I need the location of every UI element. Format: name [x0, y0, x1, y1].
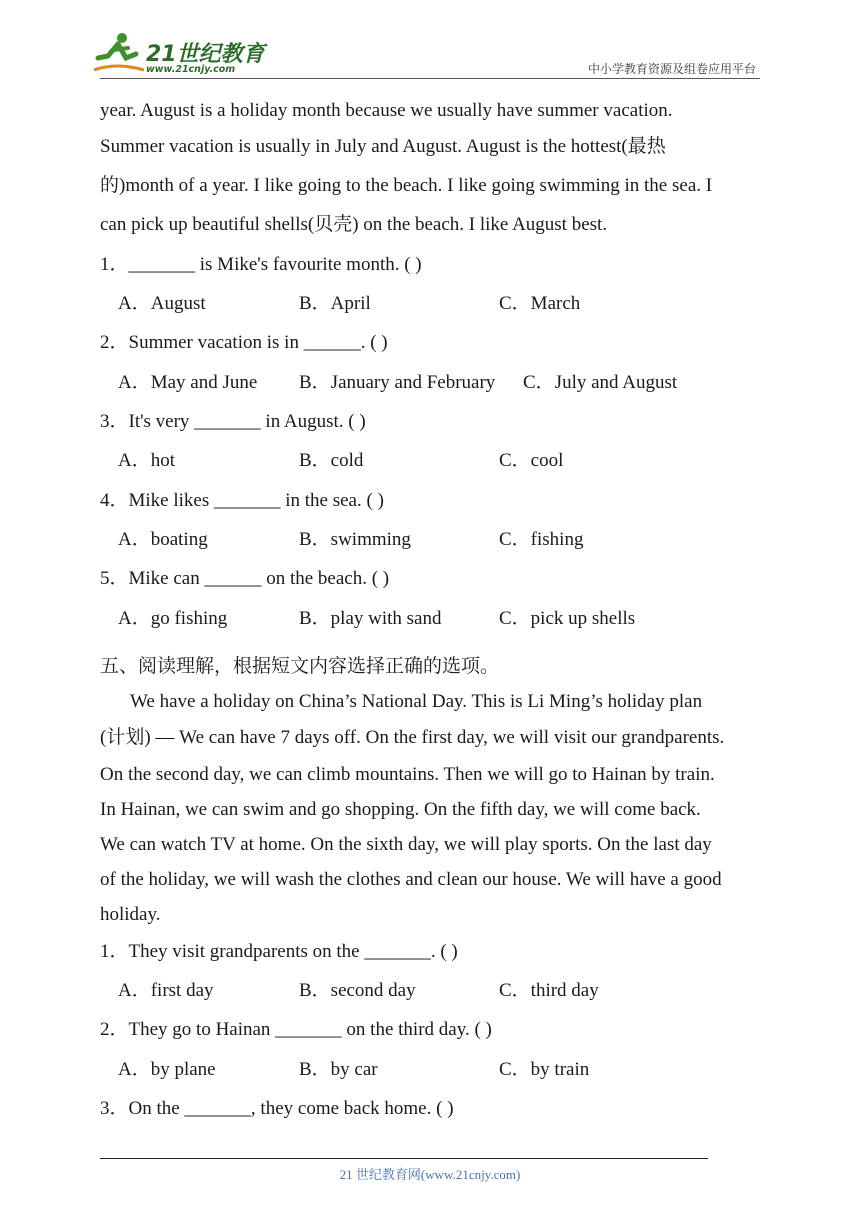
option-b[interactable]: B．play with sand — [299, 608, 442, 629]
footer-divider — [100, 1158, 708, 1159]
option-a[interactable]: A．August — [118, 293, 206, 314]
question-text: 4．Mike likes _______ in the sea. ( ) — [100, 490, 384, 511]
question-text: 3．On the _______, they come back home. ( ) — [100, 1098, 454, 1119]
option-b[interactable]: B．April — [299, 293, 371, 314]
logo-title: 21世纪教育 — [146, 42, 265, 67]
passage-line: holiday. — [100, 904, 161, 925]
option-b[interactable]: B．swimming — [299, 529, 411, 550]
option-a[interactable]: A．by plane — [118, 1059, 216, 1080]
passage-line: of the holiday, we will wash the clothes and clean our house. We will have a good — [100, 869, 722, 890]
passage-line: (计划) — We can have 7 days off. On the first day, we will visit our grandparents. — [100, 727, 725, 748]
logo-url: www.21cnjy.com — [146, 64, 236, 75]
runner-icon — [92, 30, 148, 76]
option-a[interactable]: A．boating — [118, 529, 208, 550]
question-text: 1．They visit grandparents on the _______. ( ) — [100, 941, 458, 962]
header-divider — [100, 78, 760, 79]
passage-line: In Hainan, we can swim and go shopping. On the fifth day, we will come back. — [100, 799, 701, 820]
site-logo[interactable] — [92, 30, 267, 80]
option-b[interactable]: B．second day — [299, 980, 416, 1001]
option-c[interactable]: C．fishing — [499, 529, 584, 550]
option-a[interactable]: A．May and June — [118, 372, 258, 393]
passage-line: year. August is a holiday month because we usually have summer vacation. — [100, 100, 673, 121]
option-c[interactable]: C．pick up shells — [499, 608, 636, 629]
option-c[interactable]: C．July and August — [523, 372, 678, 393]
question-text: 2．Summer vacation is in ______. ( ) — [100, 332, 388, 353]
option-a[interactable]: A．go fishing — [118, 608, 228, 629]
option-c[interactable]: C．by train — [499, 1059, 590, 1080]
option-b[interactable]: B．cold — [299, 450, 364, 471]
option-a[interactable]: A．first day — [118, 980, 214, 1001]
passage-line: On the second day, we can climb mountains. Then we will go to Hainan by train. — [100, 764, 715, 785]
question-text: 2．They go to Hainan _______ on the third day. ( ) — [100, 1019, 492, 1040]
question-text: 3．It's very _______ in August. ( ) — [100, 411, 366, 432]
section-title: 五、阅读理解，根据短文内容选择正确的选项。 — [100, 656, 500, 677]
option-a[interactable]: A．hot — [118, 450, 176, 471]
question-text: 1．_______ is Mike's favourite month. ( ) — [100, 254, 422, 275]
option-c[interactable]: C．third day — [499, 980, 599, 1001]
passage-line: Summer vacation is usually in July and August. August is the hottest(最热 — [100, 136, 666, 157]
passage-line: 的)month of a year. I like going to the beach. I like going swimming in the sea. I — [100, 175, 713, 196]
option-b[interactable]: B．by car — [299, 1059, 378, 1080]
page-footer[interactable]: 21 世纪教育网(www.21cnjy.com) — [339, 1167, 521, 1182]
option-b[interactable]: B．January and February — [299, 372, 496, 393]
option-c[interactable]: C．cool — [499, 450, 564, 471]
page-header — [0, 0, 860, 90]
passage-line: We have a holiday on China’s National Day. This is Li Ming’s holiday plan — [130, 691, 703, 712]
option-c[interactable]: C．March — [499, 293, 581, 314]
question-text: 5．Mike can ______ on the beach. ( ) — [100, 568, 390, 589]
passage-line: We can watch TV at home. On the sixth day, we will play sports. On the last day — [100, 834, 712, 855]
passage-line: can pick up beautiful shells(贝壳) on the beach. I like August best. — [100, 214, 608, 235]
header-tagline: 中小学教育资源及组卷应用平台 — [587, 62, 756, 76]
